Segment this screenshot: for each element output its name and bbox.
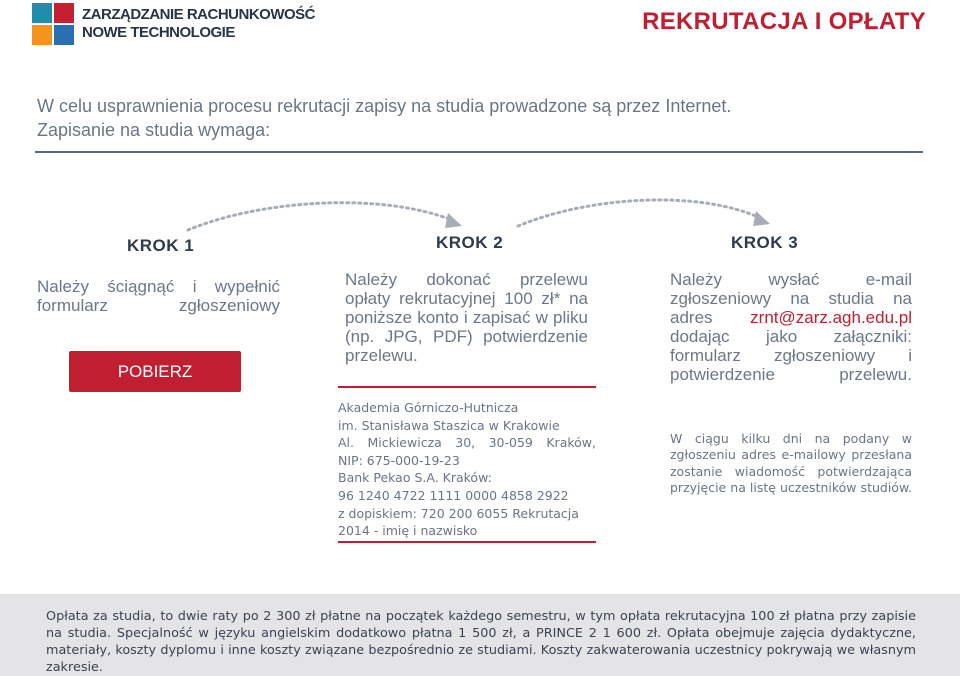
account-number: 96 1240 4722 1111 0000 4858 2922 — [338, 487, 569, 503]
intro-line-2: Zapisanie na studia wymaga: — [37, 120, 271, 140]
step1-title: KROK 1 — [127, 236, 195, 255]
intro-line-1: W celu usprawnienia procesu rekrutacji zapisy na studia prowadzone są przez Internet. — [37, 96, 732, 116]
step3-text — [670, 270, 912, 384]
step3-text-after: dodając jako załączniki: formularz zgłoszeniowy i potwierdzenie przelewu. — [670, 327, 912, 384]
logo-line-2: NOWE TECHNOLOGIE — [82, 24, 235, 41]
step2-title: KROK 2 — [436, 233, 504, 252]
logo-line-1: ZARZĄDZANIE RACHUNKOWOŚĆ — [82, 6, 315, 23]
bank-line: 2014 - imię i nazwisko — [338, 523, 478, 539]
bank-line: im. Stanisława Staszica w Krakowie — [338, 417, 560, 433]
arrow-head-step2 — [445, 213, 462, 228]
bank-details — [338, 399, 596, 540]
arrow-step2-to-step3 — [518, 200, 760, 226]
bank-line: z dopiskiem: 720 200 6055 Rekrutacja — [338, 505, 579, 521]
bank-line: Akademia Górniczo-Hutnicza — [338, 400, 519, 415]
step3-note: W ciągu kilku dni na podany w zgłoszeniu adres e-mailowy przesłana zostanie wiadomość potwierdzająca przyjęcie na listę uczestników studiów. — [670, 431, 912, 496]
bank-line: Bank Pekao S.A. Kraków: — [338, 470, 492, 486]
bank-line: Al. Mickiewicza 30, 30-059 Kraków, — [338, 435, 596, 451]
step2-divider-bottom — [338, 541, 596, 543]
download-button[interactable]: POBIERZ — [69, 351, 241, 392]
fees-text: Opłata za studia, to dwie raty po 2 300 zł płatne na początek każdego semestru, w tym opłata rekrutacyjna 100 zł płatna przy zapisie na studia. Specjalność w języku angielskim dodatkowo płatna 1 500 zł, a PRINCE 2 1 600 zł. Opłata obejmuje zajęcia dydaktyczne, materiały, koszty dyplomu i inne koszty związane bezpośrednio ze studiami. Koszty zakwaterowania uczestnicy pokrywają we własnym zakresie. — [46, 609, 916, 675]
fees-footer — [0, 594, 960, 676]
page-title: REKRUTACJA I OPŁATY — [642, 8, 926, 35]
email-link[interactable]: zrnt@zarz.agh.edu.pl — [750, 308, 912, 327]
arrow-step1-to-step2 — [188, 203, 452, 230]
step2-text: Należy dokonać przelewu opłaty rekrutacyjnej 100 zł* na poniższe konto i zapisać w pliku (np. JPG, PDF) potwierdzenie przelewu. — [345, 270, 588, 365]
arrow-head-step3 — [753, 211, 770, 226]
step2-divider-top — [338, 386, 596, 388]
step3-text-before: Należy wysłać e-mail zgłoszeniowy na studia na adres — [670, 270, 912, 327]
bank-line: NIP: 675-000-19-23 — [338, 452, 460, 468]
step3-title: KROK 3 — [731, 233, 799, 252]
step1-text: Należy ściągnąć i wypełnić formularz zgłoszeniowy — [37, 277, 280, 315]
